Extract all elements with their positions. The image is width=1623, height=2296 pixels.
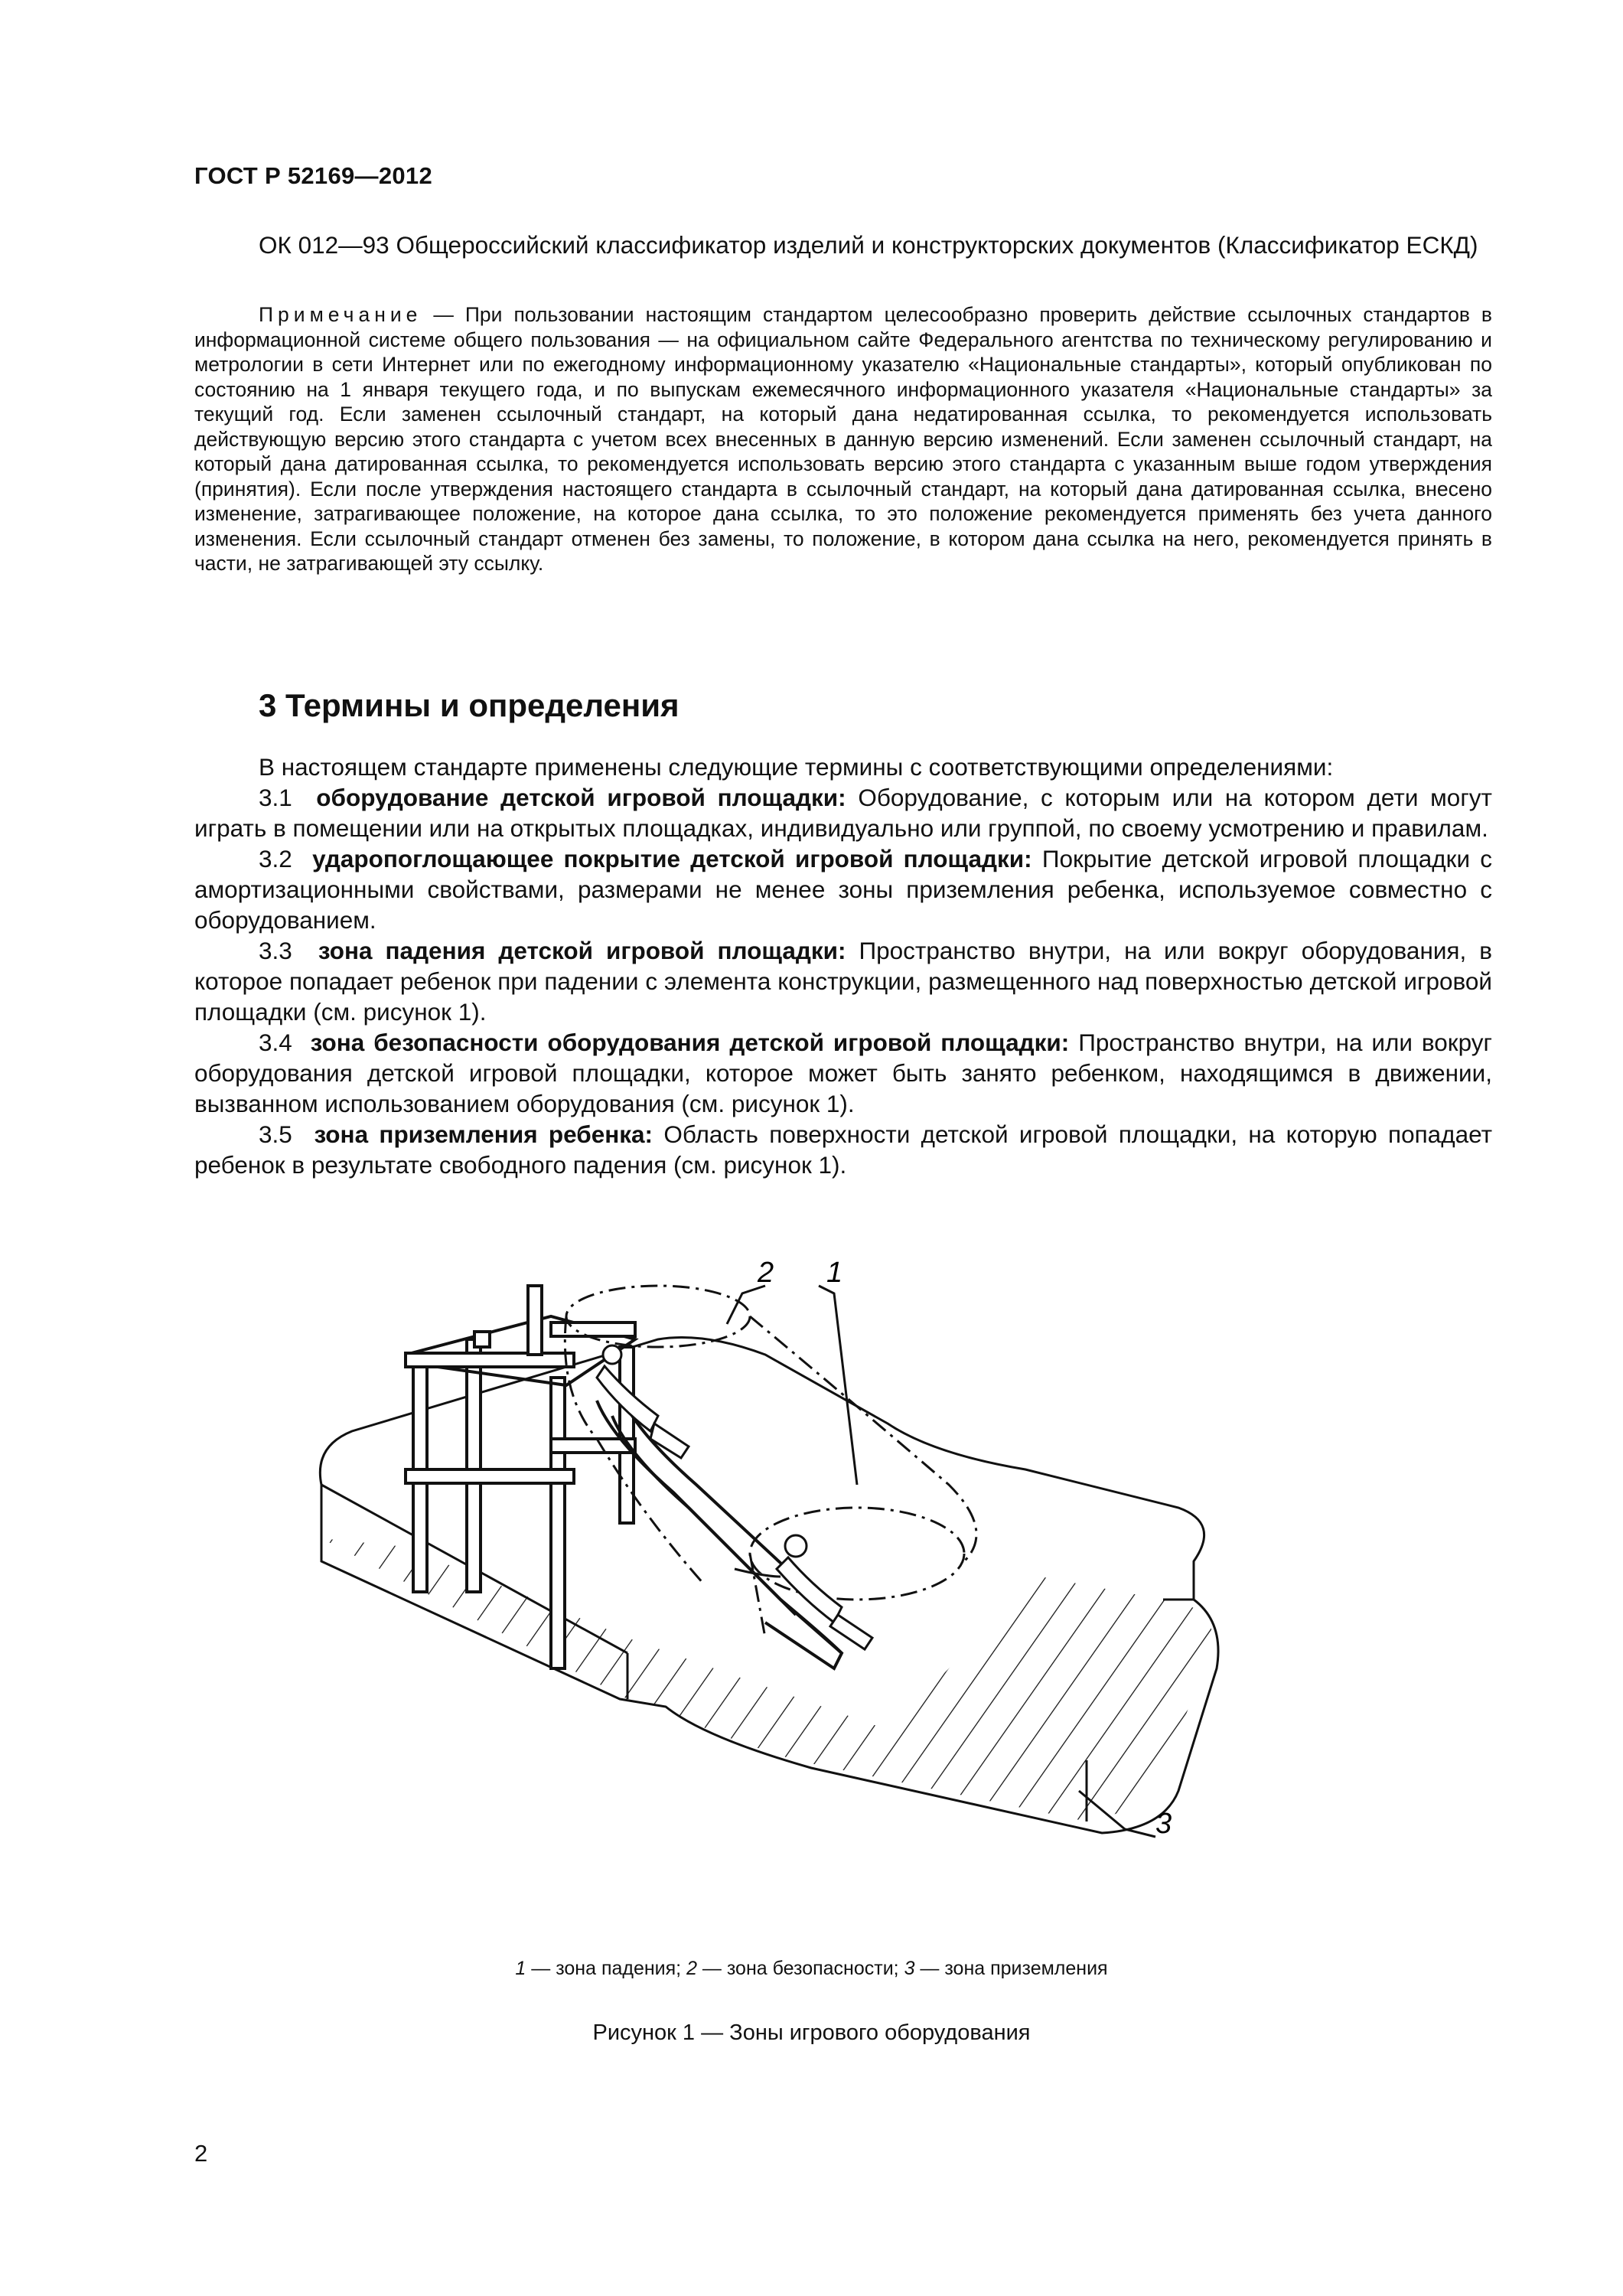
- note-label: Примечание: [259, 303, 422, 326]
- figure-caption: Рисунок 1 — Зоны игрового оборудования: [592, 2020, 1031, 2045]
- term-definition: Оборудование, с которым или на котором дети могут играть в помещении или на открытых площадках, индивидуально или группой, по своему усмотрению и правилам.: [194, 784, 1492, 842]
- callout-3: 3: [1155, 1808, 1172, 1840]
- legend-text: — зона безопасности;: [696, 1958, 904, 1979]
- term-name: зона безопасности оборудования детской игровой площадки:: [310, 1029, 1070, 1056]
- term-definition: Покрытие детской игровой площадки с амортизационными свойствами, размерами не менее зоны приземления ребенка, используемое совместно с оборудованием.: [194, 845, 1492, 934]
- callout-2: 2: [758, 1257, 774, 1289]
- term-name: зона приземления ребенка:: [314, 1120, 653, 1148]
- term-entry: [194, 1119, 1492, 1180]
- term-number: 3.4: [259, 1029, 292, 1056]
- slide: [597, 1393, 857, 1668]
- term-name: зона падения детской игровой площадки:: [318, 937, 846, 964]
- standard-header: ГОСТ Р 52169—2012: [194, 162, 432, 189]
- term-number: 3.2: [259, 845, 292, 872]
- term-definition: Область поверхности детской игровой площадки, на которую попадает ребенок в результате свободного падения (см. рисунок 1).: [194, 1120, 1492, 1179]
- term-name: ударопоглощающее покрытие детской игровой площадки:: [312, 845, 1032, 872]
- figure-playground-zones: [306, 1240, 1393, 1929]
- legend-num: 2: [686, 1958, 697, 1979]
- section-title: 3 Термины и определения: [259, 687, 680, 723]
- term-number: 3.5: [259, 1120, 292, 1148]
- reference-entry: [194, 230, 1492, 260]
- reference-text: ОК 012—93 Общероссийский классификатор изделий и конструкторских документов (Классификатор ЕСКД): [259, 231, 1478, 259]
- definitions-block: [194, 752, 1492, 1180]
- term-entry: [194, 782, 1492, 843]
- term-name: оборудование детской игровой площадки:: [316, 784, 846, 811]
- zones-illustration: [306, 1240, 1393, 1929]
- page-number: 2: [194, 2140, 208, 2167]
- term-number: 3.1: [259, 784, 292, 811]
- figure-legend: [0, 1958, 1623, 1980]
- term-definition: Пространство внутри, на или вокруг оборудования детской игровой площадки, которое может быть занято ребенком, находящимся в движении, вызванном использованием оборудования (см. рисунок 1).: [194, 1029, 1492, 1117]
- legend-num: 3: [904, 1958, 915, 1979]
- child-figure-lower: [735, 1535, 872, 1649]
- callout-1: 1: [826, 1257, 843, 1289]
- legend-text: — зона приземления: [914, 1958, 1108, 1979]
- term-definition: Пространство внутри, на или вокруг оборудования, в которое попадает ребенок при падении с элемента конструкции, размещенного над поверхностью детской игровой площадки (см. рисунок 1).: [194, 937, 1492, 1026]
- note-paragraph: [194, 302, 1492, 576]
- term-entry: [194, 935, 1492, 1027]
- term-entry: [194, 1027, 1492, 1119]
- term-number: 3.3: [259, 937, 292, 964]
- section-intro: В настоящем стандарте применены следующие термины с соответствующими определениями:: [259, 753, 1334, 781]
- legend-num: 1: [515, 1958, 526, 1979]
- landing-zone-floor: [321, 1538, 1212, 1821]
- legend-text: — зона падения;: [526, 1958, 687, 1979]
- note-text: — При пользовании настоящим стандартом целесообразно проверить действие ссылочных стандартов в информационной системе общего пользования — на официальном сайте Федерального агентства по техническому регулированию и метрологии в сети Интернет или по ежегодному информационному указателю «Национальные стандарты», который опубликован по состоянию на 1 января текущего года, и по выпускам ежемесячного информационного указателя «Национальные стандарты» за текущий год. Если заменен ссылочный стандарт, на который дана недатированная ссылка, то рекомендуется использовать действующую версию этого стандарта с учетом всех внесенных в данную версию изменений. Если заменен ссылочный стандарт, на который дана датированная ссылка, то рекомендуется использовать версию этого стандарта с указанным выше годом утверждения (принятия). Если после утверждения настоящего стандарта в ссылочный стандарт, на который дана датированная ссылка, внесено изменение, затрагивающее положение, на которое дана ссылка, то это положение рекомендуется применять без учета данного изменения. Если ссылочный стандарт отменен без замены, то положение, в котором дана ссылка на него, рекомендуется принять в части, не затрагивающей эту ссылку.: [194, 303, 1492, 575]
- term-entry: [194, 843, 1492, 935]
